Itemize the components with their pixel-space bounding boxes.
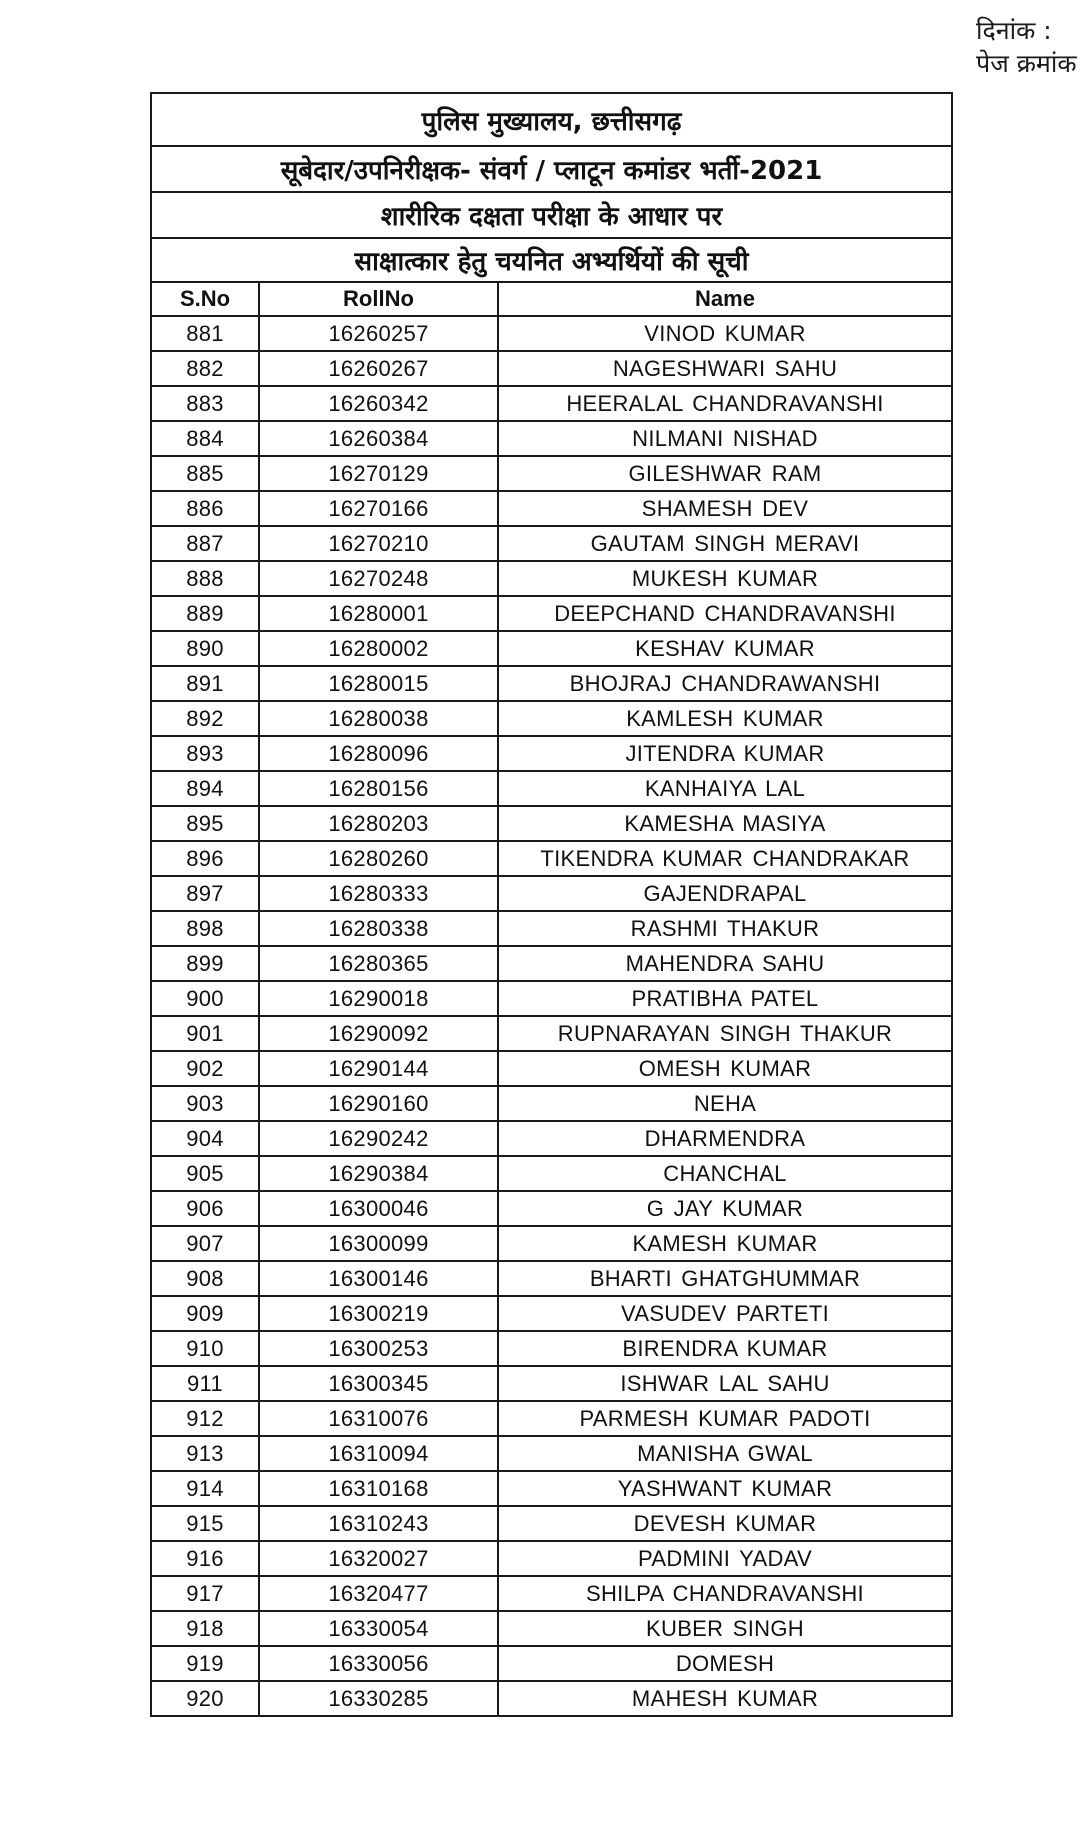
cell-sno: 890 xyxy=(151,631,259,666)
table-body xyxy=(151,93,952,1716)
cell-rollno: 16280156 xyxy=(259,771,498,806)
cell-sno: 889 xyxy=(151,596,259,631)
cell-name: DEEPCHAND CHANDRAVANSHI xyxy=(498,596,952,631)
cell-sno: 900 xyxy=(151,981,259,1016)
cell-rollno: 16310243 xyxy=(259,1506,498,1541)
cell-name: G JAY KUMAR xyxy=(498,1191,952,1226)
cell-name: RUPNARAYAN SINGH THAKUR xyxy=(498,1016,952,1051)
cell-name: YASHWANT KUMAR xyxy=(498,1471,952,1506)
table-row xyxy=(151,1296,952,1331)
cell-name: KAMESHA MASIYA xyxy=(498,806,952,841)
cell-name: BHARTI GHATGHUMMAR xyxy=(498,1261,952,1296)
cell-sno: 885 xyxy=(151,456,259,491)
table-row xyxy=(151,1156,952,1191)
table-row xyxy=(151,1576,952,1611)
table-row xyxy=(151,1506,952,1541)
cell-rollno: 16320027 xyxy=(259,1541,498,1576)
cell-sno: 893 xyxy=(151,736,259,771)
cell-name: PARMESH KUMAR PADOTI xyxy=(498,1401,952,1436)
table-row xyxy=(151,1261,952,1296)
office-title: पुलिस मुख्यालय, छत्तीसगढ़ xyxy=(151,93,952,146)
date-label: दिनांक : xyxy=(976,16,1052,45)
cell-name: KAMLESH KUMAR xyxy=(498,701,952,736)
table-row xyxy=(151,1541,952,1576)
cell-name: JITENDRA KUMAR xyxy=(498,736,952,771)
cell-rollno: 16280038 xyxy=(259,701,498,736)
table-row xyxy=(151,526,952,561)
cell-rollno: 16300253 xyxy=(259,1331,498,1366)
table-row xyxy=(151,1331,952,1366)
cell-rollno: 16280203 xyxy=(259,806,498,841)
title-row xyxy=(151,192,952,238)
cell-sno: 917 xyxy=(151,1576,259,1611)
cell-sno: 883 xyxy=(151,386,259,421)
table-row xyxy=(151,1016,952,1051)
cell-sno: 920 xyxy=(151,1681,259,1716)
cell-name: VASUDEV PARTETI xyxy=(498,1296,952,1331)
cell-name: PRATIBHA PATEL xyxy=(498,981,952,1016)
cell-sno: 899 xyxy=(151,946,259,981)
table-row xyxy=(151,316,952,351)
cell-sno: 901 xyxy=(151,1016,259,1051)
table-row xyxy=(151,421,952,456)
cell-name: OMESH KUMAR xyxy=(498,1051,952,1086)
cell-sno: 916 xyxy=(151,1541,259,1576)
cell-sno: 913 xyxy=(151,1436,259,1471)
table-row xyxy=(151,806,952,841)
cell-rollno: 16330054 xyxy=(259,1611,498,1646)
cell-name: MAHENDRA SAHU xyxy=(498,946,952,981)
table-row xyxy=(151,981,952,1016)
cell-rollno: 16280001 xyxy=(259,596,498,631)
cell-sno: 918 xyxy=(151,1611,259,1646)
cell-sno: 908 xyxy=(151,1261,259,1296)
cell-sno: 894 xyxy=(151,771,259,806)
cell-rollno: 16270129 xyxy=(259,456,498,491)
table-row xyxy=(151,946,952,981)
cell-rollno: 16290242 xyxy=(259,1121,498,1156)
cell-rollno: 16260267 xyxy=(259,351,498,386)
cell-rollno: 16330056 xyxy=(259,1646,498,1681)
table-row xyxy=(151,351,952,386)
cell-name: TIKENDRA KUMAR CHANDRAKAR xyxy=(498,841,952,876)
cell-rollno: 16310094 xyxy=(259,1436,498,1471)
cell-name: NILMANI NISHAD xyxy=(498,421,952,456)
cell-name: NEHA xyxy=(498,1086,952,1121)
cell-sno: 888 xyxy=(151,561,259,596)
cell-sno: 897 xyxy=(151,876,259,911)
column-header-rollno: RollNo xyxy=(259,282,498,316)
cell-name: KAMESH KUMAR xyxy=(498,1226,952,1261)
table-row xyxy=(151,1366,952,1401)
table-row xyxy=(151,1681,952,1716)
cell-sno: 891 xyxy=(151,666,259,701)
cell-name: GAUTAM SINGH MERAVI xyxy=(498,526,952,561)
table-row xyxy=(151,1121,952,1156)
cell-rollno: 16270248 xyxy=(259,561,498,596)
cell-rollno: 16270210 xyxy=(259,526,498,561)
cell-sno: 910 xyxy=(151,1331,259,1366)
cell-name: PADMINI YADAV xyxy=(498,1541,952,1576)
table-row xyxy=(151,841,952,876)
cell-name: SHILPA CHANDRAVANSHI xyxy=(498,1576,952,1611)
column-header-name: Name xyxy=(498,282,952,316)
cell-sno: 907 xyxy=(151,1226,259,1261)
table-row xyxy=(151,596,952,631)
cell-sno: 902 xyxy=(151,1051,259,1086)
table-row xyxy=(151,1611,952,1646)
cell-rollno: 16280365 xyxy=(259,946,498,981)
cell-sno: 882 xyxy=(151,351,259,386)
cell-name: NAGESHWARI SAHU xyxy=(498,351,952,386)
cell-rollno: 16330285 xyxy=(259,1681,498,1716)
cell-rollno: 16310076 xyxy=(259,1401,498,1436)
column-header-sno: S.No xyxy=(151,282,259,316)
cell-rollno: 16280260 xyxy=(259,841,498,876)
basis-title: शारीरिक दक्षता परीक्षा के आधार पर xyxy=(151,192,952,238)
table-row xyxy=(151,1646,952,1681)
cell-name: MUKESH KUMAR xyxy=(498,561,952,596)
cell-name: BHOJRAJ CHANDRAWANSHI xyxy=(498,666,952,701)
table-row xyxy=(151,1226,952,1261)
cell-name: KESHAV KUMAR xyxy=(498,631,952,666)
table-row xyxy=(151,1401,952,1436)
cell-rollno: 16300046 xyxy=(259,1191,498,1226)
table-row xyxy=(151,736,952,771)
cell-name: SHAMESH DEV xyxy=(498,491,952,526)
cell-rollno: 16310168 xyxy=(259,1471,498,1506)
cell-sno: 906 xyxy=(151,1191,259,1226)
cell-rollno: 16280015 xyxy=(259,666,498,701)
cell-sno: 887 xyxy=(151,526,259,561)
cell-name: MAHESH KUMAR xyxy=(498,1681,952,1716)
cell-rollno: 16260384 xyxy=(259,421,498,456)
cell-sno: 896 xyxy=(151,841,259,876)
page-number-label: पेज क्रमांक xyxy=(976,49,1077,78)
list-title: साक्षात्कार हेतु चयनित अभ्यर्थियों की सूची xyxy=(151,238,952,282)
cell-name: CHANCHAL xyxy=(498,1156,952,1191)
recruitment-title: सूबेदार/उपनिरीक्षक- संवर्ग / प्लाटून कमांडर भर्ती-2021 xyxy=(151,146,952,192)
table-row xyxy=(151,666,952,701)
table-row xyxy=(151,1191,952,1226)
cell-name: HEERALAL CHANDRAVANSHI xyxy=(498,386,952,421)
cell-name: RASHMI THAKUR xyxy=(498,911,952,946)
table-row xyxy=(151,771,952,806)
cell-name: KANHAIYA LAL xyxy=(498,771,952,806)
cell-sno: 892 xyxy=(151,701,259,736)
title-row xyxy=(151,146,952,192)
cell-sno: 904 xyxy=(151,1121,259,1156)
cell-rollno: 16270166 xyxy=(259,491,498,526)
cell-rollno: 16280338 xyxy=(259,911,498,946)
cell-sno: 884 xyxy=(151,421,259,456)
cell-sno: 886 xyxy=(151,491,259,526)
cell-sno: 905 xyxy=(151,1156,259,1191)
cell-sno: 919 xyxy=(151,1646,259,1681)
cell-sno: 881 xyxy=(151,316,259,351)
cell-rollno: 16300219 xyxy=(259,1296,498,1331)
table-row xyxy=(151,1471,952,1506)
cell-sno: 903 xyxy=(151,1086,259,1121)
cell-rollno: 16290384 xyxy=(259,1156,498,1191)
cell-name: DEVESH KUMAR xyxy=(498,1506,952,1541)
table-row xyxy=(151,386,952,421)
table-row xyxy=(151,876,952,911)
column-header-row xyxy=(151,282,952,316)
title-row xyxy=(151,93,952,146)
cell-sno: 911 xyxy=(151,1366,259,1401)
table-row xyxy=(151,1086,952,1121)
cell-rollno: 16290144 xyxy=(259,1051,498,1086)
cell-sno: 909 xyxy=(151,1296,259,1331)
cell-rollno: 16300099 xyxy=(259,1226,498,1261)
cell-rollno: 16260342 xyxy=(259,386,498,421)
cell-name: VINOD KUMAR xyxy=(498,316,952,351)
table-row xyxy=(151,911,952,946)
cell-rollno: 16290160 xyxy=(259,1086,498,1121)
table-row xyxy=(151,491,952,526)
table-row xyxy=(151,631,952,666)
cell-sno: 915 xyxy=(151,1506,259,1541)
cell-name: BIRENDRA KUMAR xyxy=(498,1331,952,1366)
cell-name: KUBER SINGH xyxy=(498,1611,952,1646)
cell-rollno: 16260257 xyxy=(259,316,498,351)
cell-name: DOMESH xyxy=(498,1646,952,1681)
cell-name: ISHWAR LAL SAHU xyxy=(498,1366,952,1401)
cell-rollno: 16280002 xyxy=(259,631,498,666)
cell-name: GILESHWAR RAM xyxy=(498,456,952,491)
cell-sno: 912 xyxy=(151,1401,259,1436)
cell-name: MANISHA GWAL xyxy=(498,1436,952,1471)
candidate-list-table xyxy=(150,92,953,1717)
cell-rollno: 16280096 xyxy=(259,736,498,771)
table-row xyxy=(151,701,952,736)
cell-name: GAJENDRAPAL xyxy=(498,876,952,911)
cell-rollno: 16320477 xyxy=(259,1576,498,1611)
cell-rollno: 16280333 xyxy=(259,876,498,911)
cell-rollno: 16290018 xyxy=(259,981,498,1016)
table-row xyxy=(151,1051,952,1086)
table-row xyxy=(151,456,952,491)
cell-name: DHARMENDRA xyxy=(498,1121,952,1156)
title-row xyxy=(151,238,952,282)
cell-sno: 895 xyxy=(151,806,259,841)
cell-rollno: 16300345 xyxy=(259,1366,498,1401)
cell-sno: 914 xyxy=(151,1471,259,1506)
cell-sno: 898 xyxy=(151,911,259,946)
table-row xyxy=(151,561,952,596)
page-meta xyxy=(976,14,1080,80)
cell-rollno: 16300146 xyxy=(259,1261,498,1296)
cell-rollno: 16290092 xyxy=(259,1016,498,1051)
table-row xyxy=(151,1436,952,1471)
